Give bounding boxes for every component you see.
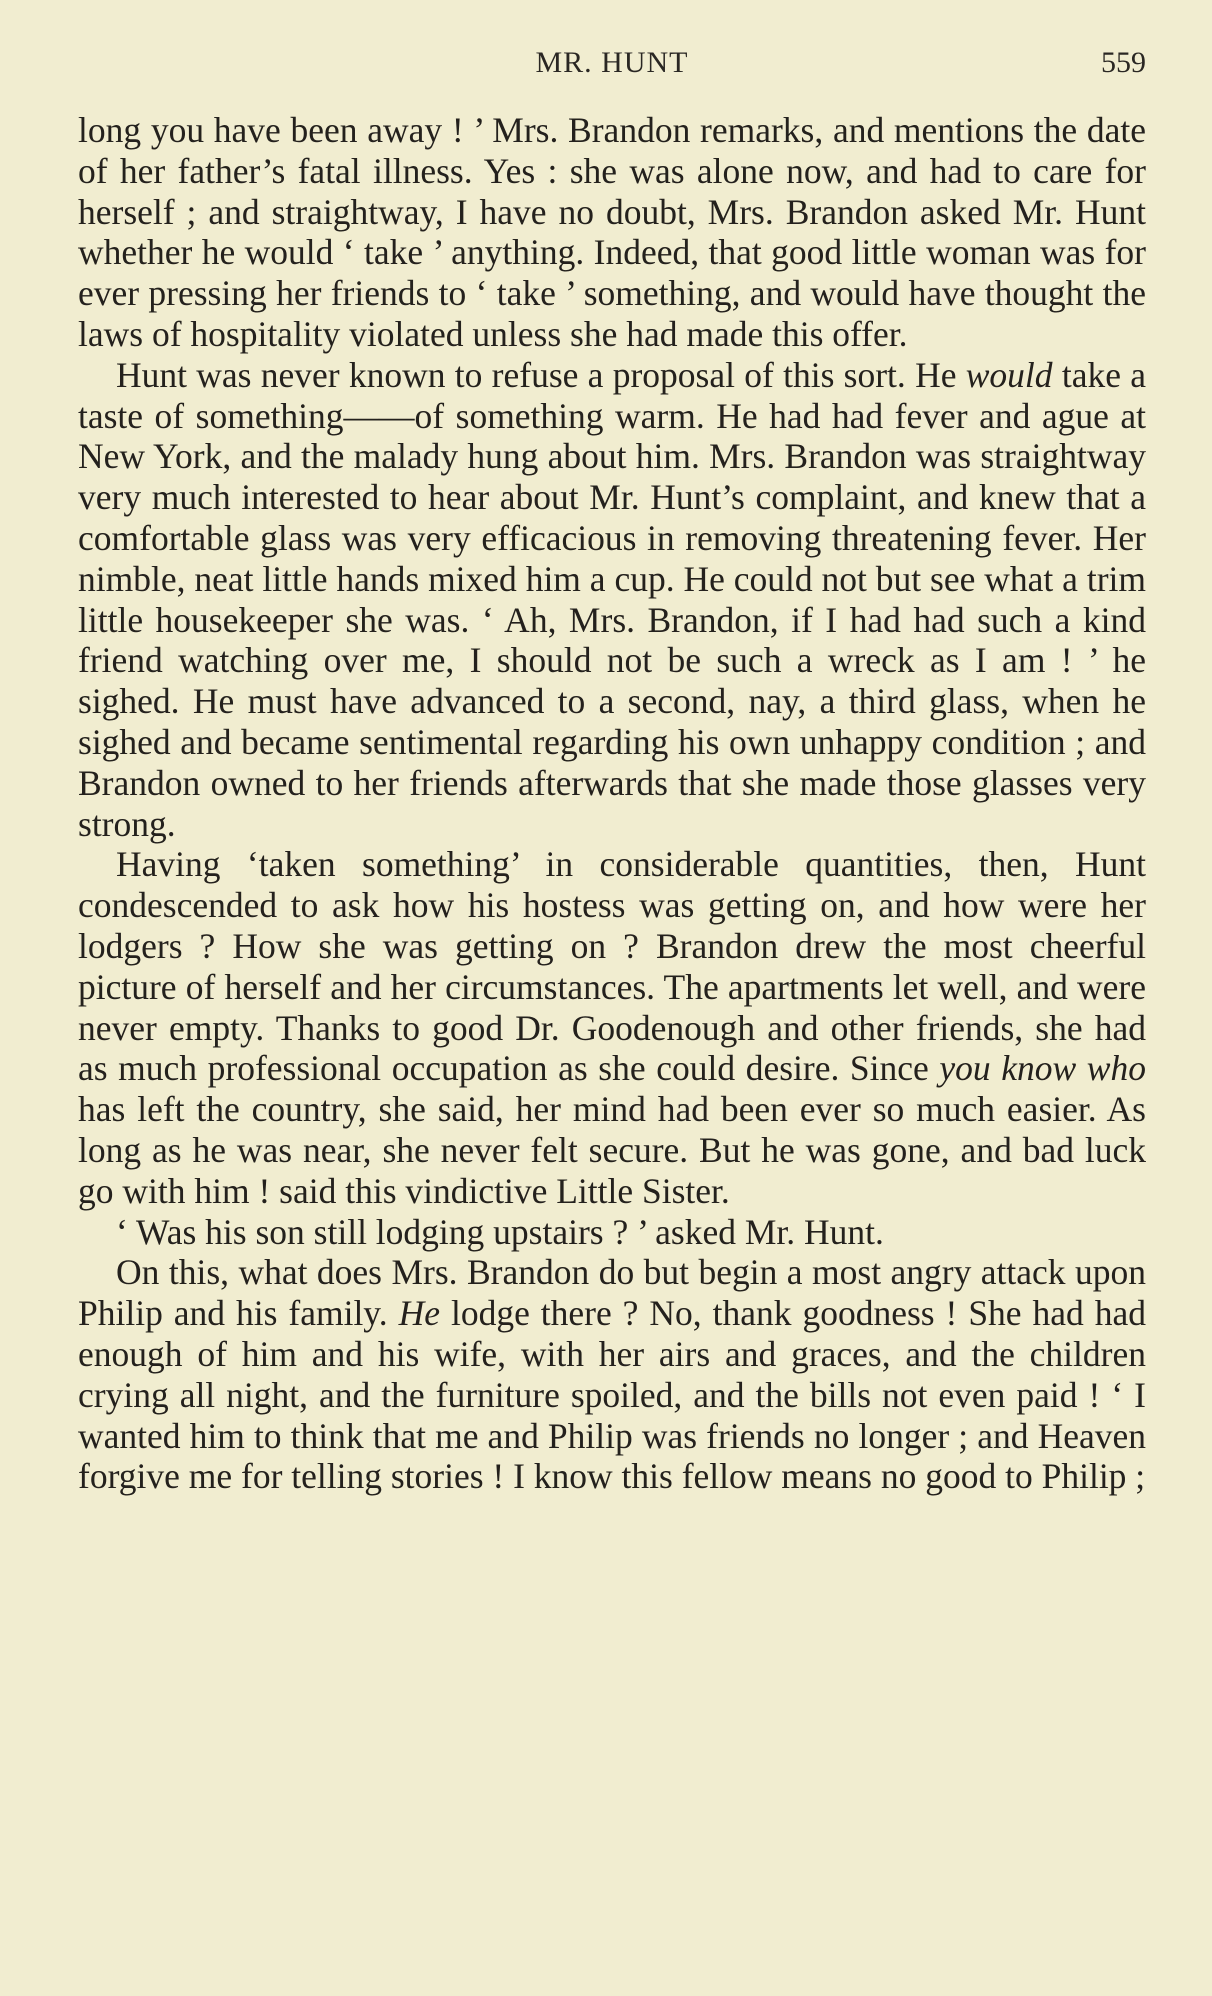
body-text [78,110,1146,1497]
paragraph-5-italic: He [398,1293,440,1334]
paragraph-5-text-b: lodge there ? No, thank goodness ! She had had enough of him and his wife, with her airs and graces, and the children crying all night, and the furniture spoiled, and the bills not even paid ! ‘ I wanted him to think that me and Philip was friends no longer ; and Heaven forgive me for telling stories ! I know this fellow means no good to Philip ; [78,1293,1146,1497]
paragraph-2-italic: would [965,354,1053,395]
page-header [78,46,1146,86]
paragraph-5-text-a: On this, what does Mrs. Brandon do but begin a most angry attack upon Philip and his family. [78,1252,1146,1334]
paragraph-5 [78,1252,1146,1497]
paragraph-2 [78,355,1146,845]
paragraph-2-text-b: take a taste of something——of something warm. He had had fever and ague at New York, and the malady hung about him. Mrs. Brandon was straightway very much interested to hear about Mr. Hunt’s complaint, and knew that a comfortable glass was very efficacious in removing threatening fever. Her nimble, neat little hands mixed him a cup. He could not but see what a trim little housekeeper she was. ‘ Ah, Mrs. Brandon, if I had had such a kind friend watching over me, I should not be such a wreck as I am ! ’ he sighed. He must have advanced to a second, nay, a third glass, when he sighed and became sentimental regarding his own unhappy condition ; and Brandon owned to her friends afterwards that she made those glasses very strong. [78,354,1146,844]
paragraph-1 [78,110,1146,355]
paragraph-3-text-b: has left the country, she said, her mind had been ever so much easier. As long as he was near, she never felt secure. But he was gone, and bad luck go with him ! said this vindictive Little Sister. [78,1089,1146,1211]
running-head: MR. HUNT [535,46,689,79]
page-number: 559 [1101,46,1146,79]
paragraph-4 [78,1212,1146,1253]
paragraph-2-text-a: Hunt was never known to refuse a proposal of this sort. He [116,354,966,395]
paragraph-3-italic: you know who [939,1048,1146,1089]
paragraph-3-text-a: Having ‘taken something’ in considerable quantities, then, Hunt condescended to ask how his hostess was getting on, and how were her lodgers ? How she was getting on ? Brandon drew the most cheerful picture of herself and her circumstances. The apartments let well, and were never empty. Thanks to good Dr. Goodenough and other friends, she had as much professional occupation as she could desire. Since [78,844,1146,1089]
paragraph-4-text: ‘ Was his son still lodging upstairs ? ’ asked Mr. Hunt. [116,1211,884,1252]
paragraph-3 [78,844,1146,1211]
paragraph-1-text: long you have been away ! ’ Mrs. Brandon remarks, and mentions the date of her father’s fatal illness. Yes : she was alone now, and had to care for herself ; and straightway, I have no doubt, Mrs. Brandon asked Mr. Hunt whether he would ‘ take ’ anything. Indeed, that good little woman was for ever pressing her friends to ‘ take ’ something, and would have thought the laws of hospitality violated unless she had made this offer. [78,110,1146,354]
